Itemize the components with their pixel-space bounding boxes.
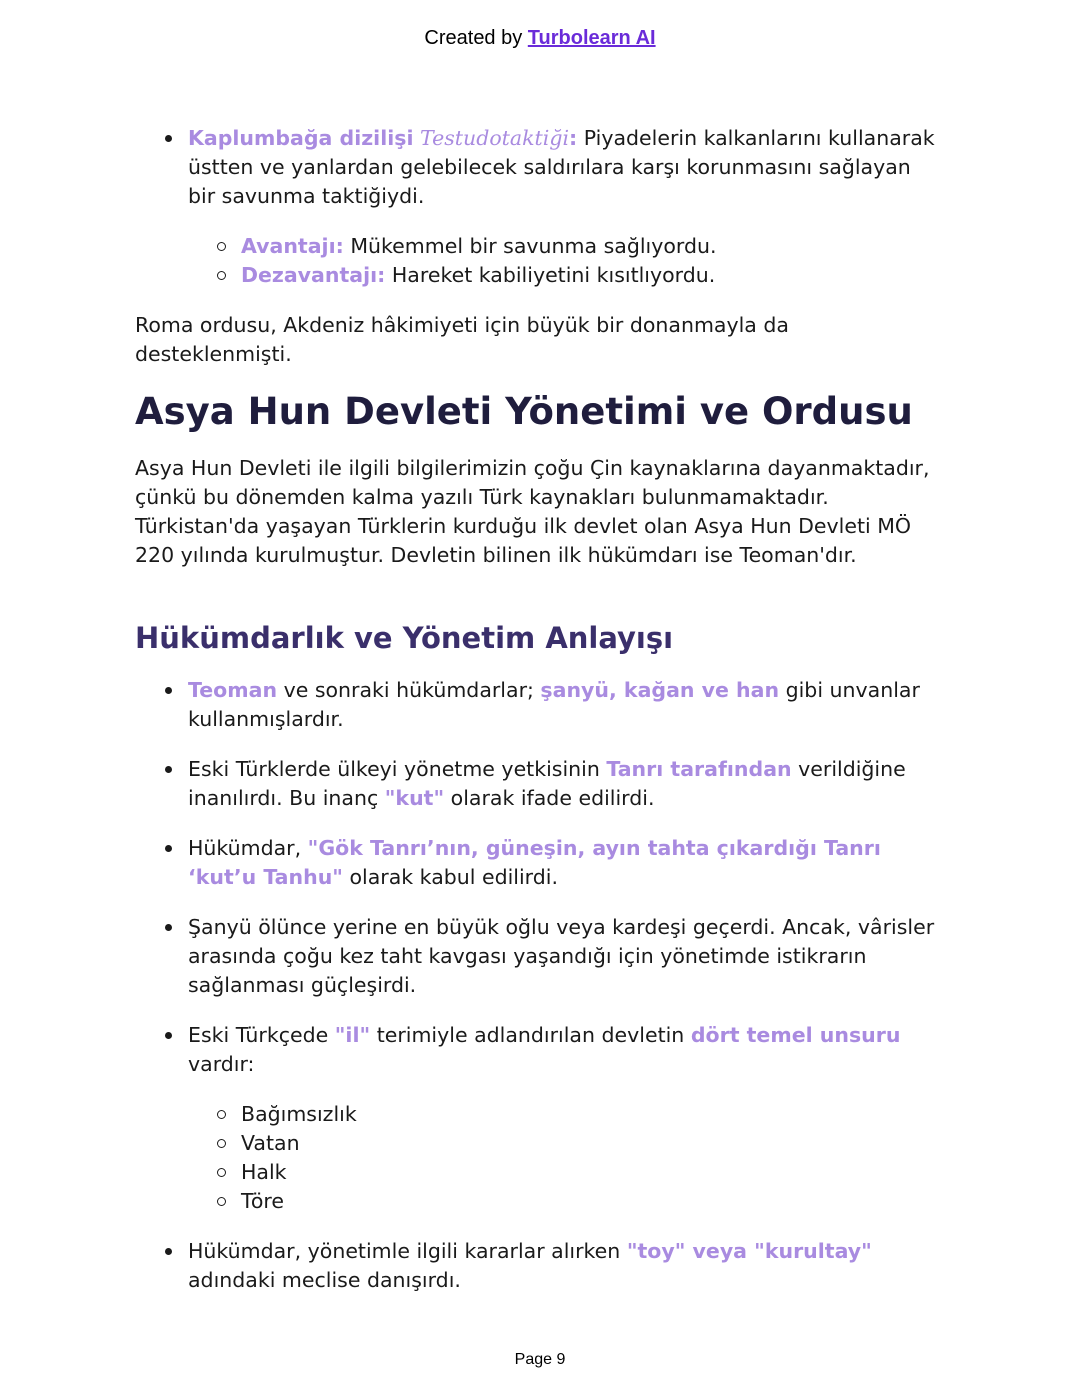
highlight-kurultay: "toy" veya "kurultay" bbox=[626, 1239, 872, 1263]
dezavantaj-label: Dezavantajı: bbox=[241, 263, 386, 287]
list-item-kut bbox=[135, 755, 935, 813]
list-item-kurultay bbox=[135, 1237, 935, 1295]
highlight-unvanlar: şanyü, kağan ve han bbox=[540, 678, 780, 702]
term-kaplumbaga: Kaplumbağa dizilişi bbox=[188, 126, 414, 150]
highlight-tanri: Tanrı tarafından bbox=[606, 757, 792, 781]
dezavantaj-text: Hareket kabiliyetini kısıtlıyordu. bbox=[385, 263, 716, 287]
list-text: Şanyü ölünce yerine en büyük oğlu veya kardeşi geçerdi. Ancak, vârisler arasında çoğu kez taht kavgası yaşandığı için yönetimde istikrarın sağlanması güçleşirdi. bbox=[188, 915, 935, 997]
avantaj-label: Avantajı: bbox=[241, 234, 344, 258]
term-colon: : bbox=[569, 126, 578, 150]
list-item-teoman bbox=[135, 676, 935, 734]
sublist-item-vatan: Vatan bbox=[188, 1129, 935, 1158]
sublist-item-bagimsizlik: Bağımsızlık bbox=[188, 1100, 935, 1129]
section-heading-asya-hun: Asya Hun Devleti Yönetimi ve Ordusu bbox=[135, 390, 913, 433]
page-number: Page 9 bbox=[514, 1351, 566, 1368]
hukumdarlik-list bbox=[135, 676, 935, 1295]
list-text: vardır: bbox=[188, 1052, 255, 1076]
turbolearn-link[interactable]: Turbolearn AI bbox=[527, 27, 656, 49]
list-text: olarak kabul edilirdi. bbox=[342, 865, 558, 889]
highlight-kut: "kut" bbox=[384, 786, 445, 810]
avantaj-text: Mükemmel bir savunma sağlıyordu. bbox=[343, 234, 717, 258]
document-body bbox=[135, 124, 935, 1316]
sublist-item-avantaj bbox=[188, 232, 935, 261]
subsection-heading-hukumdarlik: Hükümdarlık ve Yönetim Anlayışı bbox=[135, 621, 674, 655]
highlight-dort-unsur: dört temel unsuru bbox=[690, 1023, 901, 1047]
term-math-testudo: Testudotaktiği bbox=[420, 126, 570, 150]
list-item-il bbox=[135, 1021, 935, 1216]
highlight-tanhu: "Gök Tanrı’nın, güneşin, ayın tahta çıkardığı Tanrı ‘kut’u Tanhu" bbox=[188, 836, 881, 889]
highlight-teoman: Teoman bbox=[188, 678, 278, 702]
testudo-description: Piyadelerin kalkanlarını kullanarak üstten ve yanlardan gelebilecek saldırılara karşı korunmasını sağlayan bir savunma taktiğiydi. bbox=[188, 126, 935, 208]
list-item-sanyu bbox=[135, 913, 935, 1000]
list-text: ve sonraki hükümdarlar; bbox=[277, 678, 541, 702]
sublist-item-tore: Töre bbox=[188, 1187, 935, 1216]
list-text: Eski Türklerde ülkeyi yönetme yetkisinin bbox=[188, 757, 607, 781]
list-text: gibi unvanlar kullanmışlardır. bbox=[188, 678, 920, 731]
testudo-list bbox=[135, 124, 935, 290]
list-text: verildiğine inanılırdı. Bu inanç bbox=[188, 757, 906, 810]
testudo-sublist bbox=[188, 232, 935, 290]
list-item-testudo bbox=[135, 124, 935, 290]
sublist-item-dezavantaj bbox=[188, 261, 935, 290]
list-text: adındaki meclise danışırdı. bbox=[188, 1268, 461, 1292]
list-text: terimiyle adlandırılan devletin bbox=[370, 1023, 691, 1047]
list-item-hukumdar-tanhu bbox=[135, 834, 935, 892]
list-text: Hükümdar, bbox=[188, 836, 308, 860]
list-text: Hükümdar, yönetimle ilgili kararlar alırken bbox=[188, 1239, 627, 1263]
roma-closing-paragraph: Roma ordusu, Akdeniz hâkimiyeti için büyük bir donanmayla da desteklenmişti. bbox=[135, 313, 789, 366]
list-text: Eski Türkçede bbox=[188, 1023, 335, 1047]
header-prefix: Created by bbox=[424, 27, 528, 49]
list-text: olarak ifade edilirdi. bbox=[444, 786, 655, 810]
highlight-il: "il" bbox=[334, 1023, 371, 1047]
page-header bbox=[0, 27, 1080, 50]
unsur-sublist bbox=[188, 1100, 935, 1216]
sublist-item-halk: Halk bbox=[188, 1158, 935, 1187]
asya-hun-intro-paragraph: Asya Hun Devleti ile ilgili bilgilerimizin çoğu Çin kaynaklarına dayanmaktadır, çünkü bu dönemden kalma yazılı Türk kaynakları bulunmamaktadır. Türkistan'da yaşayan Türklerin kurduğu ilk devlet olan Asya Hun Devleti MÖ 220 yılında kurulmuştur. Devletin bilinen ilk hükümdarı ise Teoman'dır. bbox=[135, 456, 930, 567]
